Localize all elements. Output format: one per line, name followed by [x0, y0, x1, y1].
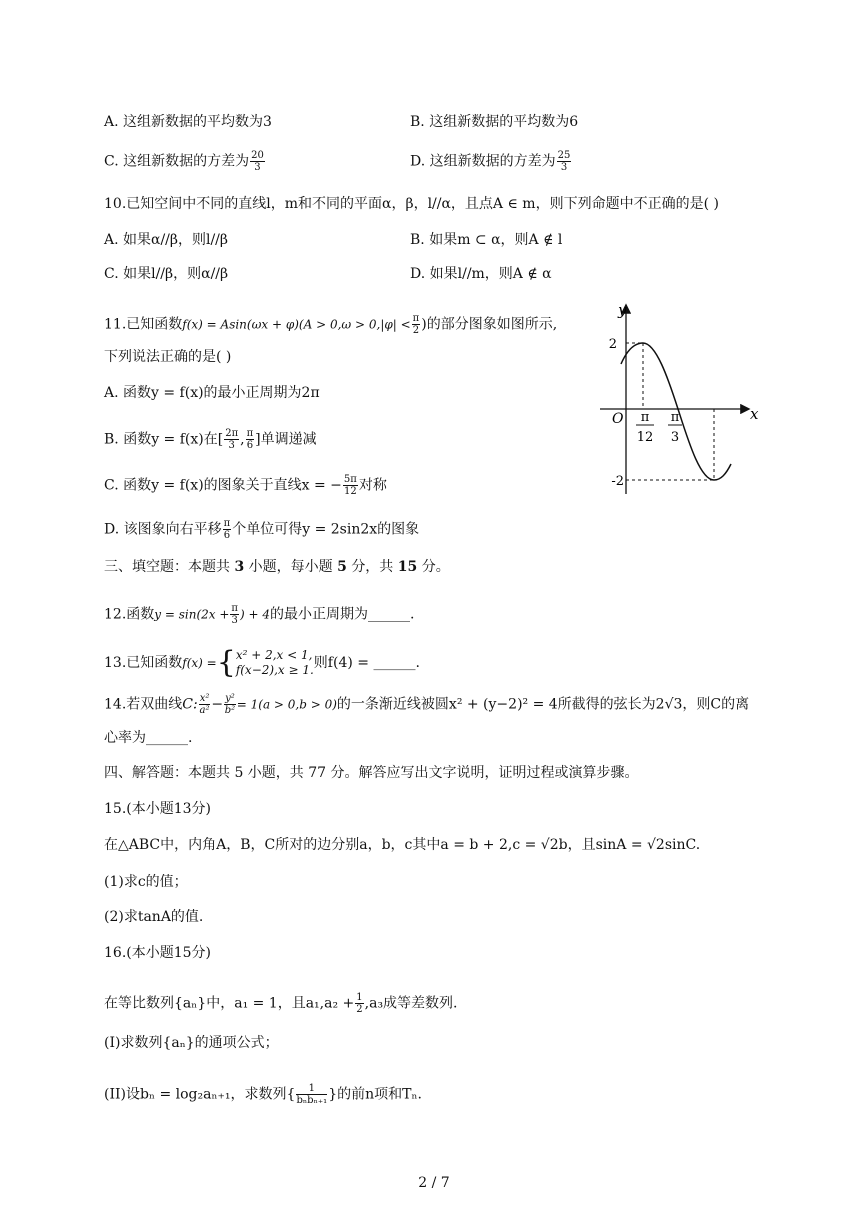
q14-mid: 的一条渐近线被圆x² + (y−2)² = 4所截得的弦长为2√3，则C的离	[336, 696, 750, 713]
q11-b-post: ]单调递减	[255, 431, 317, 448]
q11-c-num: 5π	[343, 474, 357, 485]
q9-option-b: B. 这组新数据的平均数为6	[410, 114, 579, 130]
q9-d-num: 25	[557, 150, 571, 161]
q11-formula-den: 2	[412, 325, 420, 336]
tick1-den: 12	[636, 430, 654, 445]
q11-stem-post: )的部分图象如图所示,	[421, 316, 558, 333]
q14-b2: b²	[224, 705, 236, 716]
q9-c-den: 3	[254, 162, 261, 173]
q14-y2: y²	[225, 693, 235, 704]
q9-option-c	[104, 150, 266, 173]
q16-stem-fraction	[355, 992, 363, 1015]
q13-cases	[236, 648, 314, 678]
tick2-den: 3	[670, 430, 680, 445]
q12-post: 的最小正周期为______.	[269, 606, 415, 623]
s3-each: 5	[337, 559, 347, 575]
q12-den: 3	[231, 615, 238, 626]
q14-minus: −	[211, 696, 224, 713]
page-number: 2 / 7	[418, 1175, 450, 1191]
q9-d-den: 3	[560, 162, 568, 173]
q10-option-b: B. 如果m ⊂ α，则A ∉ l	[410, 232, 563, 248]
q9-option-a: A. 这组新数据的平均数为3	[104, 114, 272, 130]
q14	[104, 693, 749, 716]
q15-heading: 15.(本小题13分)	[104, 801, 212, 817]
q16-p2-pre: (II)设bₙ = log₂aₙ₊₁，求数列{	[104, 1086, 296, 1103]
q11-c-frac	[343, 474, 358, 497]
q15-part2: (2)求tanA的值.	[104, 909, 204, 925]
q16-heading: 16.(本小题15分)	[104, 945, 212, 961]
y-max-label: 2	[608, 337, 617, 352]
s3-mid: 小题，每小题	[248, 559, 333, 575]
q16-p2-fraction	[296, 1083, 327, 1106]
y-min-label: -2	[611, 474, 624, 489]
q13-post: 则f(4) = ______.	[313, 655, 420, 671]
q14-cond: = 1(a > 0,b > 0)	[236, 697, 337, 712]
q16-p2-num: 1	[296, 1083, 327, 1095]
q14-frac-x	[199, 693, 211, 716]
q11-option-d	[104, 518, 419, 541]
q11-stem-pre: 11.已知函数	[104, 316, 183, 333]
q13-case2: f(x−2),x ≥ 1.	[235, 663, 314, 677]
section-3-heading	[104, 557, 450, 577]
q12-fraction	[230, 603, 239, 626]
q16-stem	[104, 992, 458, 1015]
q13	[104, 645, 420, 680]
s3-count: 3	[234, 559, 245, 575]
q14-line2: 心率为______.	[104, 730, 193, 746]
q11-b-d2: 6	[246, 440, 254, 451]
q10-option-a: A. 如果α//β，则l//β	[104, 232, 228, 248]
q16-part1: (I)求数列{aₙ}的通项公式；	[104, 1035, 279, 1051]
q9-option-d-text: D. 这组新数据的方差为	[410, 153, 556, 170]
s3-total: 15	[397, 559, 418, 575]
q14-x2: x²	[199, 693, 210, 704]
q9-option-c-fraction	[250, 150, 265, 173]
q14-curve: C:	[182, 696, 198, 713]
q9-option-d	[410, 150, 572, 173]
q11-c-post: 对称	[358, 477, 387, 494]
q12-formula: y = sin(2x +	[154, 607, 230, 622]
q16-part2	[104, 1083, 422, 1106]
q11-c-den: 12	[344, 486, 357, 497]
q12-num: π	[231, 603, 238, 614]
s3-mid2: 分，共	[351, 559, 394, 575]
s3-pre: 三、填空题：本题共	[104, 559, 230, 575]
q16-p2-post: }的前n项和Tₙ.	[328, 1086, 422, 1103]
q12	[104, 603, 414, 626]
q11-option-c	[104, 474, 387, 497]
q11-d-frac	[223, 518, 232, 541]
q11-formula-fraction	[412, 313, 421, 336]
q14-pre: 14.若双曲线	[104, 696, 183, 713]
q11-d-den: 6	[223, 530, 231, 541]
q11-d-post: 个单位可得y = 2sin2x的图象	[232, 521, 420, 538]
q13-brace: {	[216, 645, 236, 680]
q11-d-pre: D. 该图象向右平移	[104, 521, 222, 538]
q9-option-d-fraction	[557, 150, 572, 173]
section-4-heading: 四、解答题：本题共 5 小题，共 77 分。解答应写出文字说明，证明过程或演算步骤。	[104, 765, 639, 781]
q11-option-b: B. 函数y = f(x)在[ $\frac{2\pi}{3}$ , $\frac{\pi}{6}$ ]单调递减	[104, 428, 317, 451]
q9-option-c-text: C. 这组新数据的方差为	[104, 153, 250, 170]
q16-p2-den: bₙbₙ₊₁	[296, 1095, 328, 1106]
q11-d-num: π	[223, 518, 231, 529]
q11-b-frac1	[224, 428, 239, 451]
q10-stem: 10.已知空间中不同的直线l，m和不同的平面α，β，l//α，且点A ∈ m，则下列命题中不正确的是( )	[104, 196, 719, 212]
q11-b-pre: B. 函数y = f(x)在[	[104, 431, 224, 448]
q10-option-c: C. 如果l//β，则α//β	[104, 266, 229, 282]
q9-c-num: 20	[251, 150, 264, 161]
q15-stem: 在△ABC中，内角A，B，C所对的边分别a，b，c其中a = b + 2,c = √2b，且sinA = √2sinC.	[104, 837, 701, 853]
q11-b-n2: π	[246, 428, 254, 439]
q11-option-a: A. 函数y = f(x)的最小正周期为2π	[104, 385, 320, 401]
tick1-num: π	[640, 410, 650, 425]
q11-b-d1: 3	[228, 440, 235, 451]
q16-stem-post: ,a₃成等差数列.	[364, 995, 458, 1012]
q15-part1: (1)求c的值；	[104, 874, 188, 890]
q16-stem-num: 1	[356, 992, 363, 1003]
q13-pre: 13.已知函数	[104, 655, 183, 671]
q12-pre: 12.函数	[104, 606, 155, 623]
q11-c-pre: C. 函数y = f(x)的图象关于直线x = −	[104, 477, 342, 494]
q14-a2: a²	[199, 705, 210, 716]
q16-stem-den: 2	[356, 1004, 363, 1015]
q13-case1: x² + 2,x < 1,	[235, 648, 313, 662]
q16-stem-pre: 在等比数列{aₙ}中，a₁ = 1，且a₁,a₂ +	[104, 995, 355, 1012]
origin-label: O	[612, 411, 624, 427]
y-label: y	[618, 301, 627, 319]
q11-formula-num: π	[412, 313, 420, 324]
q11-formula: f(x) = Asin(ωx + φ)(A > 0,ω > 0,|φ| <	[182, 317, 411, 332]
q12-formula-post: ) + 4	[239, 607, 270, 622]
q11-stem	[104, 313, 557, 336]
q11-function-graph	[596, 298, 766, 498]
x-label: x	[750, 405, 759, 423]
q14-frac-y	[224, 693, 236, 716]
s3-post: 分。	[421, 559, 450, 575]
q13-fx: f(x) =	[182, 656, 217, 670]
q11-stem-line2: 下列说法正确的是( )	[104, 349, 232, 365]
tick2-num: π	[670, 410, 680, 425]
q11-b-frac2	[246, 428, 255, 451]
q10-option-d: D. 如果l//m，则A ∉ α	[410, 266, 552, 282]
q11-b-n1: 2π	[225, 428, 239, 439]
